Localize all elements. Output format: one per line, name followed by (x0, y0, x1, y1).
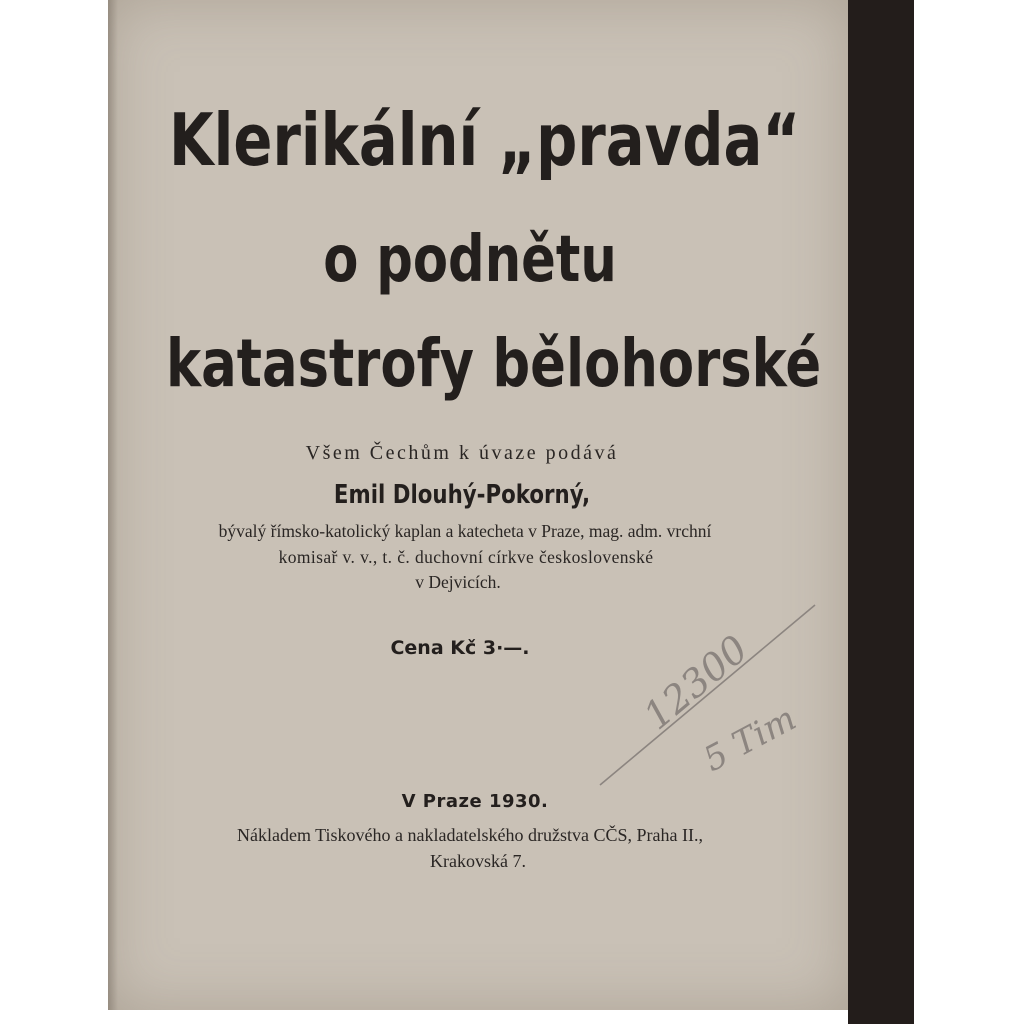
author-bio-line-1: bývalý římsko-katolický kaplan a katecheta v Praze, mag. adm. vrchní (218, 521, 712, 541)
dark-backing-edge (848, 0, 914, 1024)
imprint-place-year: V Praze 1930. (401, 791, 549, 812)
author-bio-line-2: komisař v. v., t. č. duchovní církve československé (278, 547, 654, 567)
pencil-annotation (590, 600, 830, 790)
publisher-line-2: Krakovská 7. (430, 851, 526, 871)
author-name: Emil Dlouhý-Pokorný, (333, 480, 591, 510)
title-line-3: katastrofy bělohorské (166, 325, 822, 402)
publisher-line-1: Nákladem Tiskového a nakladatelského družstva CČS, Praha II., (237, 825, 703, 845)
price-line: Cena Kč 3·—. (390, 637, 530, 659)
dedication-line: Všem Čechům k úvaze podává (305, 442, 619, 464)
title-line-1: Klerikální „pravda“ (169, 98, 801, 182)
author-bio-line-3: v Dejvicích. (415, 572, 501, 592)
pencil-note: 5 Tim (697, 698, 803, 780)
title-line-2: o podnětu (323, 223, 617, 297)
pencil-number: 12300 (635, 626, 757, 739)
